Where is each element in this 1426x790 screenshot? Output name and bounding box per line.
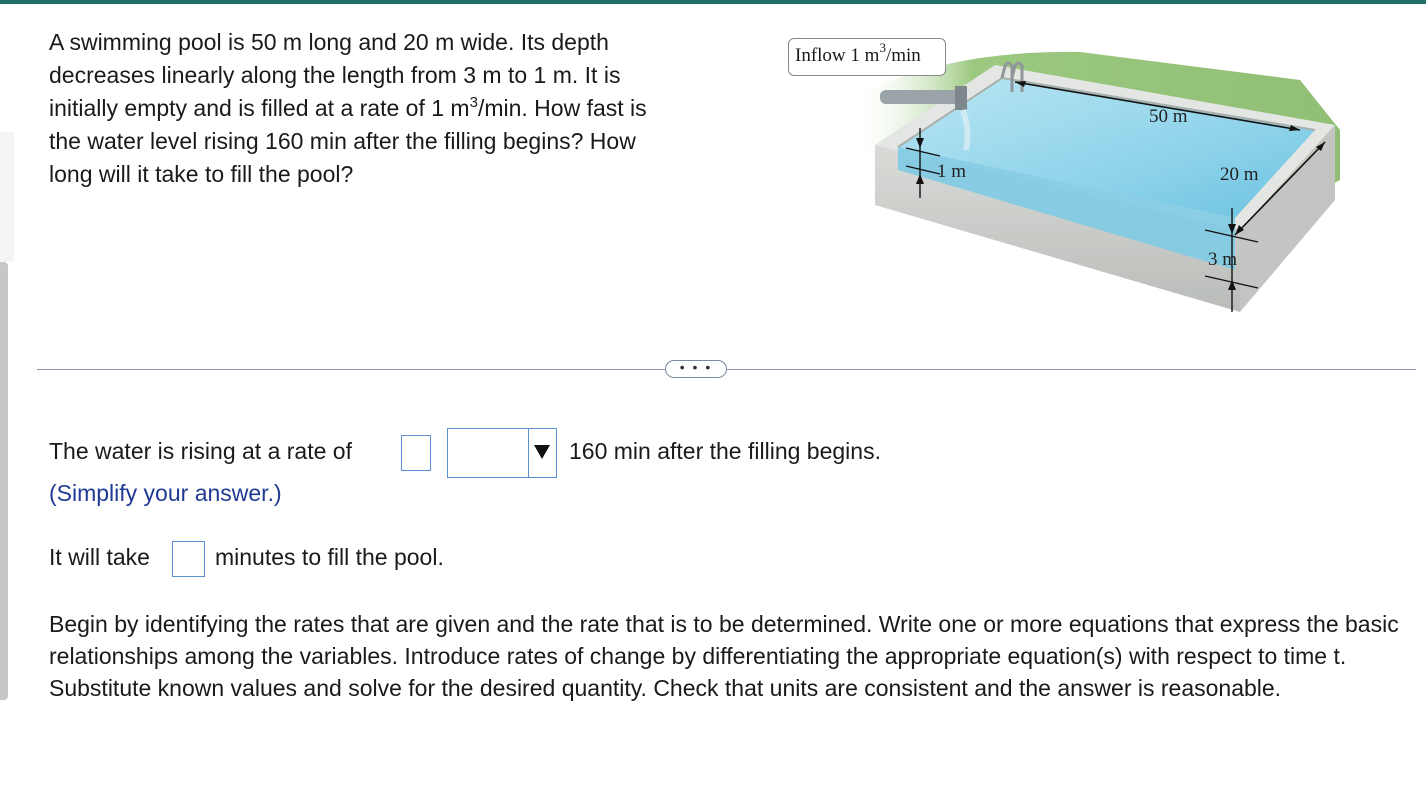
answer-rate-row bbox=[49, 438, 352, 465]
chevron-down-icon bbox=[534, 445, 550, 459]
length-label: 50 m bbox=[1149, 106, 1188, 127]
show-more-button[interactable]: • • • bbox=[665, 360, 727, 378]
inflow-text: Inflow 1 m bbox=[795, 45, 880, 66]
guidance-text: Begin by identifying the rates that are given and the rate that is to be determined. Write one or more equations that express the basic relationships among the variables. Introduce rates of change by differentiating the appropriate equation(s) with respect to time t. Substitute known values and solve for the desired quantity. Check that units are consistent and the answer is reasonable. bbox=[49, 611, 1399, 701]
simplify-hint: (Simplify your answer.) bbox=[49, 480, 282, 506]
question-line: initially empty and is filled at a rate of 1 m bbox=[49, 95, 470, 121]
rate-answer-input[interactable] bbox=[401, 435, 431, 471]
answer-rate-prefix: The water is rising at a rate of bbox=[49, 438, 352, 464]
shallow-depth-label: 1 m bbox=[937, 161, 967, 182]
superscript: 3 bbox=[879, 40, 886, 55]
question-line: the water level rising 160 min after the filling begins? How bbox=[49, 128, 636, 154]
superscript: 3 bbox=[469, 94, 478, 111]
inflow-unit: /min bbox=[885, 45, 921, 66]
answer-rate-suffix: 160 min after the filling begins. bbox=[569, 438, 881, 464]
deep-depth-label: 3 m bbox=[1208, 249, 1238, 270]
answer-time-prefix: It will take bbox=[49, 544, 150, 570]
pool-figure bbox=[780, 30, 1340, 320]
question-line: long will it take to fill the pool? bbox=[49, 161, 354, 187]
question-line: /min. How fast is bbox=[477, 95, 647, 121]
question-text bbox=[49, 26, 749, 191]
top-accent-bar bbox=[0, 0, 1426, 4]
scroll-track bbox=[0, 132, 14, 262]
scrollbar-thumb[interactable] bbox=[0, 262, 8, 700]
rate-unit-dropdown[interactable] bbox=[447, 428, 557, 478]
inflow-label bbox=[788, 38, 946, 76]
time-answer-input[interactable] bbox=[172, 541, 205, 577]
dropdown-toggle[interactable] bbox=[528, 429, 556, 477]
question-line: decreases linearly along the length from 3 m to 1 m. It is bbox=[49, 62, 621, 88]
question-line: A swimming pool is 50 m long and 20 m wide. Its depth bbox=[49, 29, 609, 55]
answer-time-suffix: minutes to fill the pool. bbox=[215, 544, 444, 570]
width-label: 20 m bbox=[1220, 164, 1259, 185]
